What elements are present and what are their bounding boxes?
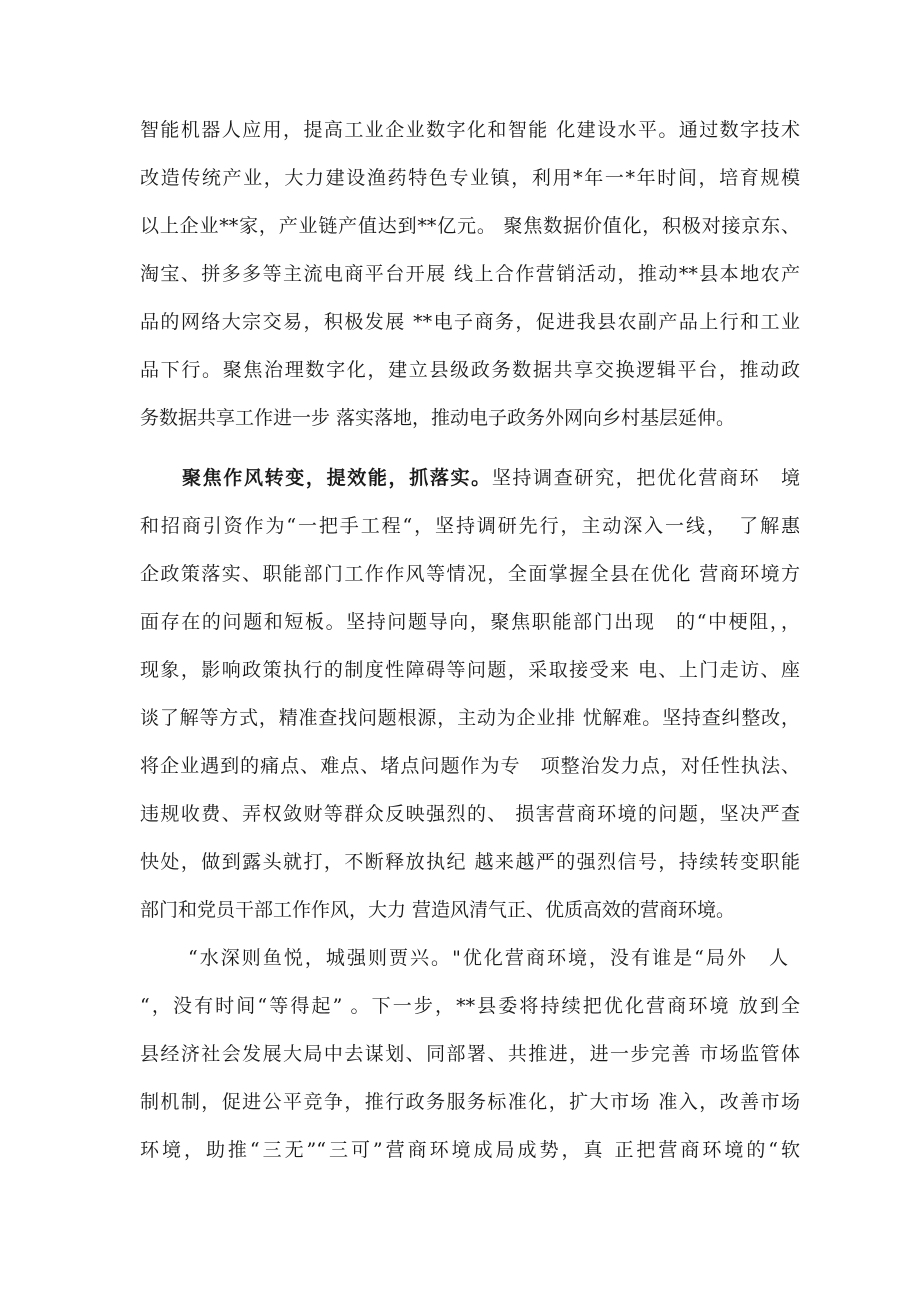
paragraph-1-line-6: 品下行。聚焦治理数字化，建立县级政务数据共享交换逻辑平台，推动政: [140, 359, 800, 381]
paragraph-2-line-5: 现象，影响政策执行的制度性障碍等问题，采取接受来 电、上门走访、座: [140, 659, 800, 681]
paragraph-2-line-1: [182, 466, 800, 490]
paragraph-2-line-2: 和招商引资作为“一把手工程“，坚持调研先行，主动深入一线， 了解惠: [140, 515, 800, 537]
paragraph-3-line-5: 环境，助推“三无”“三可”营商环境成局成势，真 正把营商环境的“软: [140, 1139, 800, 1161]
paragraph-3-line-2: “，没有时间“等得起” 。下一步，**县委将持续把优化营商环境 放到全: [140, 995, 800, 1017]
paragraph-1-line-4: 淘宝、拼多多等主流电商平台开展 线上合作营销活动，推动**县本地农产: [140, 263, 800, 285]
paragraph-1-line-5: 品的网络大宗交易，积极发展 **电子商务，促进我县农副产品上行和工业: [140, 311, 800, 333]
paragraph-2-line-7: 将企业遇到的痛点、难点、堵点问题作为专 项整治发力点，对任性执法、: [140, 755, 800, 777]
paragraph-1-line-3: 以上企业**家，产业链产值达到**亿元。 聚焦数据价值化，积极对接京东、: [140, 215, 800, 237]
section-heading: 聚焦作风转变，提效能，抓落实。: [182, 467, 492, 489]
paragraph-1-line-1: 智能机器人应用，提高工业企业数字化和智能 化建设水平。通过数字技术: [140, 119, 800, 141]
paragraph-3-line-4: 制机制，促进公平竞争，推行政务服务标准化，扩大市场 准入，改善市场: [140, 1091, 800, 1113]
paragraph-2-line-8: 违规收费、弄权敛财等群众反映强烈的、 损害营商环境的问题，坚决严查: [140, 803, 800, 825]
paragraph-1-line-7: 务数据共享工作进一步 落实落地，推动电子政务外网向乡村基层延伸。: [140, 407, 736, 429]
paragraph-1-line-2: 改造传统产业，大力建设渔药特色专业镇，利用*年一*年时间，培育规模: [140, 167, 800, 189]
paragraph-3-line-3: 县经济社会发展大局中去谋划、同部署、共推进，进一步完善 市场监管体: [140, 1043, 800, 1065]
paragraph-3-line-1: “水深则鱼悦，城强则贾兴。"优化营商环境，没有谁是“局外 人: [188, 947, 788, 969]
paragraph-2-line-3: 企政策落实、职能部门工作作风等情况，全面掌握全县在优化 营商环境方: [140, 563, 800, 585]
paragraph-2-line-6: 谈了解等方式，精准查找问题根源，主动为企业排 忧解难。坚持查纠整改，: [140, 707, 800, 729]
paragraph-2-line-10: 部门和党员干部工作作风，大力 营造风清气正、优质高效的营商环境。: [140, 899, 736, 921]
paragraph-2-line-1-text: 坚持调查研究，把优化营商环 境: [491, 467, 800, 489]
paragraph-2-line-9: 快处，做到露头就打，不断释放执纪 越来越严的强烈信号，持续转变职能: [140, 851, 800, 873]
paragraph-2-line-4: 面存在的问题和短板。坚持问题导向，聚焦职能部门出现 的“中梗阻，，: [140, 611, 800, 633]
